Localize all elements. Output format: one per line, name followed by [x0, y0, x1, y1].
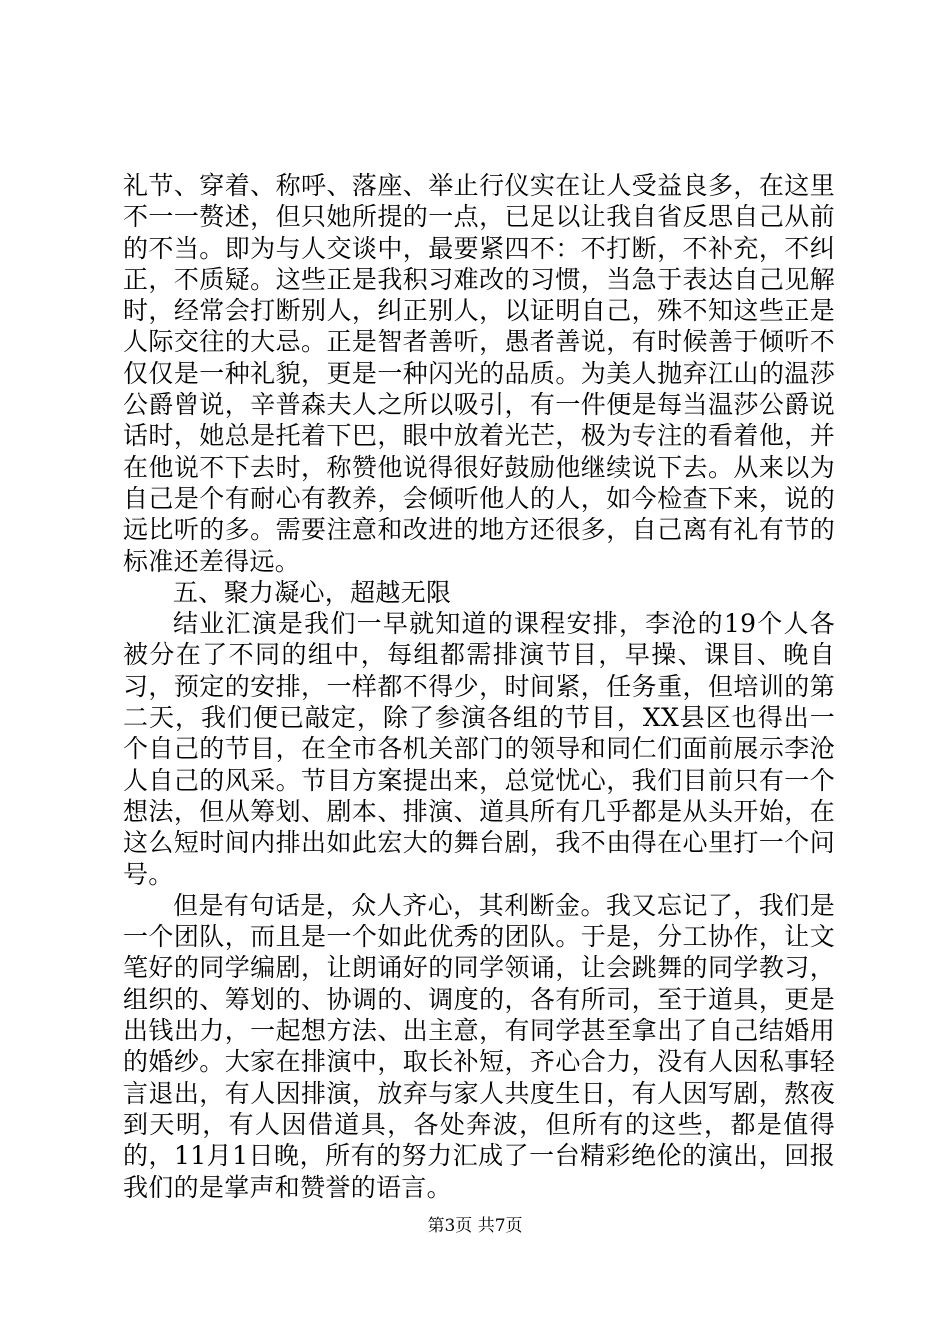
paragraph-performance-plan: 结业汇演是我们一早就知道的课程安排，李沧的19个人各被分在了不同的组中，每组都需排演节目，早操、课目、晚自习，预定的安排，一样都不得少，时间紧，任务重，但培训的第二天，我们便已敲定，除了参演各组的节目，XX县区也得出一个自己的节目，在全市各机关部门的领导和同仁们面前展示李沧人自己的风采。节目方案提出来，总觉忧心，我们目前只有一个想法，但从筹划、剧本、排演、道具所有几乎都是从头开始，在这么短时间内排出如此宏大的舞台剧，我不由得在心里打一个问号。: [123, 609, 835, 889]
paragraph-teamwork: 但是有句话是，众人齐心，其利断金。我又忘记了，我们是一个团队，而且是一个如此优秀的团队。于是，分工协作，让文笔好的同学编剧，让朗诵好的同学领诵，让会跳舞的同学教习，组织的、筹划的、协调的、调度的，各有所司，至于道具，更是出钱出力，一起想方法、出主意，有同学甚至拿出了自己结婚用的婚纱。大家在排演中，取长补短，齐心合力，没有人因私事轻言退出，有人因排演，放弃与家人共度生日，有人因写剧，熬夜到天明，有人因借道具，各处奔波，但所有的这些，都是值得的，11月1日晚，所有的努力汇成了一台精彩绝伦的演出，回报我们的是掌声和赞誉的语言。: [123, 890, 835, 1202]
section-heading-five: 五、聚力凝心，超越无限: [173, 577, 452, 607]
page-number-label: 第3页 共7页: [427, 1216, 523, 1236]
page-footer: [0, 1215, 950, 1237]
paragraph-etiquette: 礼节、穿着、称呼、落座、举止行仪实在让人受益良多，在这里不一一赘述，但只她所提的一点，已足以让我自省反思自己从前的不当。即为与人交谈中，最要紧四不：不打断，不补充，不纠正，不质疑。这些正是我积习难改的习惯，当急于表达自己见解时，经常会打断别人，纠正别人，以证明自己，殊不知这些正是人际交往的大忌。正是智者善听，愚者善说，有时候善于倾听不仅仅是一种礼貌，更是一种闪光的品质。为美人抛弃江山的温莎公爵曾说，辛普森夫人之所以吸引，有一件便是每当温莎公爵说话时，她总是托着下巴，眼中放着光芒，极为专注的看着他，并在他说不下去时，称赞他说得很好鼓励他继续说下去。从来以为自己是个有耐心有教养，会倾听他人的人，如今检查下来，说的远比听的多。需要注意和改进的地方还很多，自己离有礼有节的标准还差得远。: [123, 171, 835, 576]
document-body: [123, 170, 835, 1203]
